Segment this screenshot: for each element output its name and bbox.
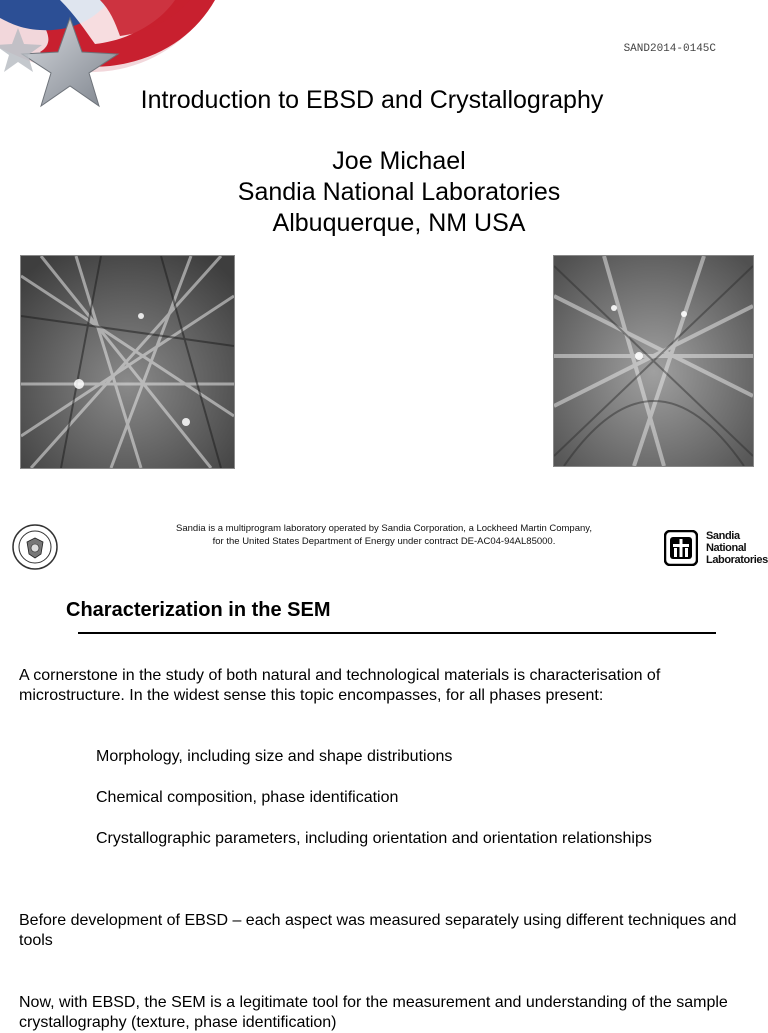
ebsd-kikuchi-pattern-right [553, 255, 754, 467]
author-block [0, 146, 768, 239]
sandia-logo-text [706, 530, 768, 566]
list-item: Crystallographic parameters, including orientation and orientation relationships [96, 830, 652, 847]
organization-name: Sandia National Laboratories [237, 178, 561, 206]
doe-seal-icon [12, 524, 58, 570]
intro-paragraph: A cornerstone in the study of both natural and technological materials is characterisation of microstructure. In the widest sense this topic encompasses, for all phases present: [19, 667, 661, 704]
presentation-title: Introduction to EBSD and Crystallography [140, 86, 604, 114]
ebsd-kikuchi-pattern-left [20, 255, 235, 469]
heading-divider [78, 632, 716, 634]
sandia-logo [664, 530, 768, 570]
disclaimer-line-1: Sandia is a multiprogram laboratory operated by Sandia Corporation, a Lockheed Martin Company, [176, 523, 592, 534]
sandia-thunderbird-icon [664, 530, 698, 566]
snl-logo-line-2: National [706, 542, 747, 554]
snl-logo-line-1: Sandia [706, 530, 740, 542]
list-item: Morphology, including size and shape distributions [96, 748, 453, 765]
footer-disclaimer [150, 522, 618, 548]
snl-logo-line-3: Laboratories [706, 554, 768, 566]
author-name: Joe Michael [332, 147, 466, 175]
disclaimer-line-2: for the United States Department of Energy under contract DE-AC04-94AL85000. [212, 536, 556, 547]
document-id: SAND2014-0145C [623, 43, 716, 55]
before-ebsd-paragraph: Before development of EBSD – each aspect was measured separately using different techniques and tools [19, 912, 737, 949]
list-item: Chemical composition, phase identification [96, 789, 399, 806]
now-ebsd-paragraph: Now, with EBSD, the SEM is a legitimate tool for the measurement and understanding of the sample crystallography (texture, phase identification) [19, 994, 728, 1031]
location: Albuquerque, NM USA [272, 209, 526, 237]
section-heading: Characterization in the SEM [66, 599, 331, 621]
